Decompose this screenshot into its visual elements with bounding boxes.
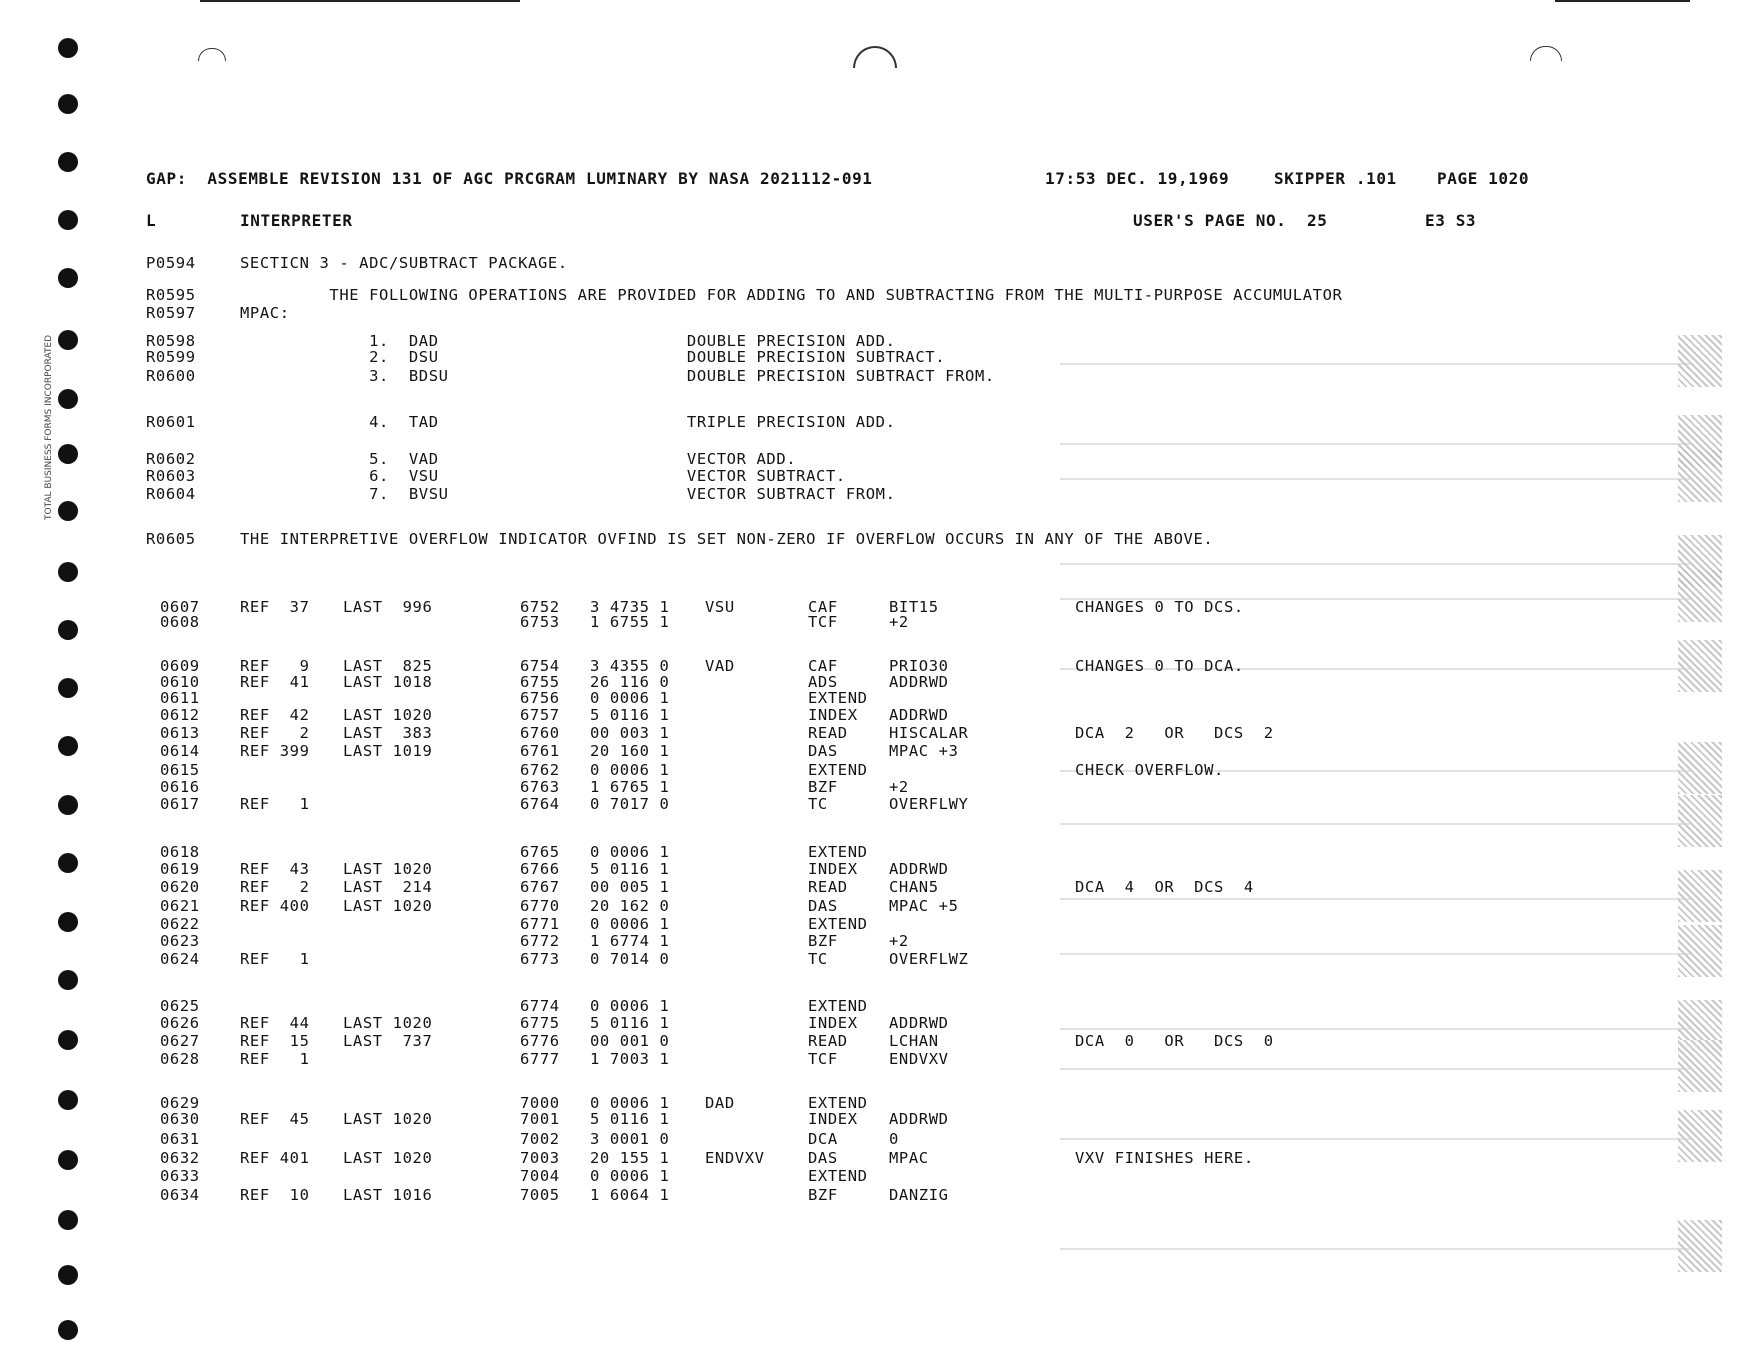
line-number: 0608 xyxy=(160,613,200,631)
scan-smudge xyxy=(1678,1110,1722,1162)
line-number: 0619 xyxy=(160,860,200,878)
line-number: 0630 xyxy=(160,1110,200,1128)
line-number: 0618 xyxy=(160,843,200,861)
skipper-label: SKIPPER .101 xyxy=(1274,169,1397,188)
ref-field: REF 44 xyxy=(240,1014,310,1032)
feed-hole xyxy=(58,736,78,756)
address: 6764 xyxy=(520,795,560,813)
machine-word: 5 0116 1 xyxy=(590,1110,670,1128)
page-number: PAGE 1020 xyxy=(1437,169,1530,188)
paper-mark xyxy=(853,46,897,68)
machine-word: 3 4735 1 xyxy=(590,598,670,616)
line-number: 0611 xyxy=(160,689,200,707)
address: 6772 xyxy=(520,932,560,950)
address: 6777 xyxy=(520,1050,560,1068)
address: 6765 xyxy=(520,843,560,861)
operand: ENDVXV xyxy=(889,1050,949,1068)
ref-field: REF 10 xyxy=(240,1186,310,1204)
machine-word: 5 0116 1 xyxy=(590,860,670,878)
section-name: INTERPRETER xyxy=(240,211,353,230)
operand: ADDRWD xyxy=(889,673,949,691)
scan-streak xyxy=(1060,443,1690,445)
feed-hole xyxy=(58,912,78,932)
machine-word: 1 6765 1 xyxy=(590,778,670,796)
line-number: 0631 xyxy=(160,1130,200,1148)
feed-hole xyxy=(58,1320,78,1340)
remark-text: 4. TAD TRIPLE PRECISION ADD. xyxy=(240,413,896,431)
scan-smudge xyxy=(1678,925,1722,977)
comment: VXV FINISHES HERE. xyxy=(1075,1149,1254,1167)
machine-word: 0 0006 1 xyxy=(590,843,670,861)
opcode: BZF xyxy=(808,932,838,950)
opcode: DAS xyxy=(808,742,838,760)
machine-word: 1 6774 1 xyxy=(590,932,670,950)
last-field: LAST 1020 xyxy=(343,706,433,724)
scan-streak xyxy=(1060,1068,1690,1070)
section-header xyxy=(0,211,1477,230)
ref-field: REF 37 xyxy=(240,598,310,616)
line-number: 0624 xyxy=(160,950,200,968)
remark-text: SECTICN 3 - ADC/SUBTRACT PACKAGE. xyxy=(240,254,568,272)
line-number: 0607 xyxy=(160,598,200,616)
feed-hole xyxy=(58,562,78,582)
remark-id: R0605 xyxy=(146,530,196,548)
address: 7005 xyxy=(520,1186,560,1204)
e3s3-label: E3 S3 xyxy=(1425,211,1477,230)
last-field: LAST 1020 xyxy=(343,1014,433,1032)
opcode: BZF xyxy=(808,778,838,796)
last-field: LAST 737 xyxy=(343,1032,433,1050)
machine-word: 5 0116 1 xyxy=(590,706,670,724)
opcode: INDEX xyxy=(808,1110,858,1128)
remark-id: R0602 xyxy=(146,450,196,468)
operand: HISCALAR xyxy=(889,724,969,742)
last-field: LAST 1019 xyxy=(343,742,433,760)
remark-id: R0595 xyxy=(146,286,196,304)
machine-word: 3 0001 0 xyxy=(590,1130,670,1148)
address: 7004 xyxy=(520,1167,560,1185)
scan-smudge xyxy=(1678,1220,1722,1272)
last-field: LAST 1018 xyxy=(343,673,433,691)
address: 6773 xyxy=(520,950,560,968)
scan-smudge xyxy=(1678,335,1722,387)
machine-word: 00 005 1 xyxy=(590,878,670,896)
operand: OVERFLWY xyxy=(889,795,969,813)
address: 7001 xyxy=(520,1110,560,1128)
line-number: 0622 xyxy=(160,915,200,933)
label: VAD xyxy=(705,657,735,675)
last-field: LAST 1020 xyxy=(343,860,433,878)
remark-id: R0604 xyxy=(146,485,196,503)
machine-word: 3 4355 0 xyxy=(590,657,670,675)
line-number: 0621 xyxy=(160,897,200,915)
address: 6754 xyxy=(520,657,560,675)
label: DAD xyxy=(705,1094,735,1112)
operand: +2 xyxy=(889,613,909,631)
ref-field: REF 1 xyxy=(240,1050,310,1068)
remark-id: R0599 xyxy=(146,348,196,366)
line-number: 0633 xyxy=(160,1167,200,1185)
remark-id: R0601 xyxy=(146,413,196,431)
address: 6767 xyxy=(520,878,560,896)
opcode: CAF xyxy=(808,657,838,675)
column-l: L xyxy=(146,211,157,230)
opcode: CAF xyxy=(808,598,838,616)
line-number: 0626 xyxy=(160,1014,200,1032)
scan-smudge xyxy=(1678,795,1722,847)
machine-word: 00 001 0 xyxy=(590,1032,670,1050)
opcode: ADS xyxy=(808,673,838,691)
feed-hole xyxy=(58,152,78,172)
address: 6763 xyxy=(520,778,560,796)
comment: CHANGES 0 TO DCA. xyxy=(1075,657,1244,675)
opcode: INDEX xyxy=(808,706,858,724)
label: VSU xyxy=(705,598,735,616)
feed-hole xyxy=(58,678,78,698)
scan-smudge xyxy=(1678,640,1722,692)
machine-word: 0 0006 1 xyxy=(590,689,670,707)
last-field: LAST 214 xyxy=(343,878,433,896)
comment: DCA 2 OR DCS 2 xyxy=(1075,724,1274,742)
machine-word: 20 155 1 xyxy=(590,1149,670,1167)
opcode: TCF xyxy=(808,1050,838,1068)
operand: MPAC +5 xyxy=(889,897,959,915)
remark-id: R0603 xyxy=(146,467,196,485)
paper-mark xyxy=(198,48,226,61)
feed-hole xyxy=(58,444,78,464)
address: 6771 xyxy=(520,915,560,933)
machine-word: 0 0006 1 xyxy=(590,997,670,1015)
margin-imprint: TOTAL BUSINESS FORMS INCORPORATED xyxy=(44,334,54,520)
machine-word: 26 116 0 xyxy=(590,673,670,691)
last-field: LAST 1020 xyxy=(343,1110,433,1128)
address: 7002 xyxy=(520,1130,560,1148)
opcode: EXTEND xyxy=(808,689,868,707)
listing-header xyxy=(0,169,1530,188)
ref-field: REF 15 xyxy=(240,1032,310,1050)
users-page: USER'S PAGE NO. 25 xyxy=(1133,211,1328,230)
operand: ADDRWD xyxy=(889,1110,949,1128)
comment: DCA 4 OR DCS 4 xyxy=(1075,878,1254,896)
remark-text: 7. BVSU VECTOR SUBTRACT FROM. xyxy=(240,485,896,503)
scan-smudge xyxy=(1678,450,1722,502)
line-number: 0609 xyxy=(160,657,200,675)
address: 6762 xyxy=(520,761,560,779)
machine-word: 0 7017 0 xyxy=(590,795,670,813)
address: 6755 xyxy=(520,673,560,691)
operand: +2 xyxy=(889,932,909,950)
opcode: EXTEND xyxy=(808,997,868,1015)
line-number: 0625 xyxy=(160,997,200,1015)
scan-smudge xyxy=(1678,742,1722,794)
operand: ADDRWD xyxy=(889,1014,949,1032)
remark-text: 2. DSU DOUBLE PRECISION SUBTRACT. xyxy=(240,348,946,366)
machine-word: 1 7003 1 xyxy=(590,1050,670,1068)
feed-hole xyxy=(58,210,78,230)
ref-field: REF 401 xyxy=(240,1149,310,1167)
opcode: EXTEND xyxy=(808,761,868,779)
line-number: 0620 xyxy=(160,878,200,896)
feed-hole xyxy=(58,1090,78,1110)
feed-hole xyxy=(58,38,78,58)
comment: DCA 0 OR DCS 0 xyxy=(1075,1032,1274,1050)
remark-id: R0597 xyxy=(146,304,196,322)
feed-hole xyxy=(58,970,78,990)
operand: 0 xyxy=(889,1130,899,1148)
remark-text: THE FOLLOWING OPERATIONS ARE PROVIDED FOR ADDING TO AND SUBTRACTING FROM THE MULTI-PURPOSE ACCUMULATOR xyxy=(240,286,1343,304)
machine-word: 20 160 1 xyxy=(590,742,670,760)
top-rule-right xyxy=(1555,0,1690,2)
last-field: LAST 996 xyxy=(343,598,433,616)
remark-text: 3. BDSU DOUBLE PRECISION SUBTRACT FROM. xyxy=(240,367,995,385)
scan-streak xyxy=(1060,823,1690,825)
remark-id: P0594 xyxy=(146,254,196,272)
remark-text: 1. DAD DOUBLE PRECISION ADD. xyxy=(240,332,896,350)
assembly-title: GAP: ASSEMBLE REVISION 131 OF AGC PRCGRAM LUMINARY BY NASA 2021112-091 xyxy=(146,169,873,188)
feed-hole xyxy=(58,268,78,288)
operand: PRIO30 xyxy=(889,657,949,675)
line-number: 0612 xyxy=(160,706,200,724)
machine-word: 0 0006 1 xyxy=(590,761,670,779)
opcode: EXTEND xyxy=(808,843,868,861)
feed-hole xyxy=(58,330,78,350)
scan-streak xyxy=(1060,363,1690,365)
operand: MPAC xyxy=(889,1149,929,1167)
opcode: EXTEND xyxy=(808,1094,868,1112)
machine-word: 00 003 1 xyxy=(590,724,670,742)
operand: ADDRWD xyxy=(889,860,949,878)
scan-streak xyxy=(1060,1028,1690,1030)
machine-word: 1 6064 1 xyxy=(590,1186,670,1204)
operand: OVERFLWZ xyxy=(889,950,969,968)
top-rule-left xyxy=(200,0,520,2)
line-number: 0615 xyxy=(160,761,200,779)
remark-text: THE INTERPRETIVE OVERFLOW INDICATOR OVFIND IS SET NON-ZERO IF OVERFLOW OCCURS IN ANY OF THE ABOVE. xyxy=(240,530,1214,548)
opcode: INDEX xyxy=(808,860,858,878)
paper-mark xyxy=(1530,46,1562,61)
line-number: 0627 xyxy=(160,1032,200,1050)
ref-field: REF 9 xyxy=(240,657,310,675)
machine-word: 20 162 0 xyxy=(590,897,670,915)
line-number: 0617 xyxy=(160,795,200,813)
opcode: TCF xyxy=(808,613,838,631)
feed-hole xyxy=(58,501,78,521)
remark-text: 6. VSU VECTOR SUBTRACT. xyxy=(240,467,846,485)
scan-streak xyxy=(1060,563,1690,565)
machine-word: 1 6755 1 xyxy=(590,613,670,631)
opcode: BZF xyxy=(808,1186,838,1204)
feed-hole xyxy=(58,94,78,114)
feed-hole xyxy=(58,853,78,873)
line-number: 0632 xyxy=(160,1149,200,1167)
machine-word: 0 0006 1 xyxy=(590,1167,670,1185)
scan-streak xyxy=(1060,953,1690,955)
address: 6756 xyxy=(520,689,560,707)
opcode: DAS xyxy=(808,1149,838,1167)
remark-text: 5. VAD VECTOR ADD. xyxy=(240,450,797,468)
line-number: 0613 xyxy=(160,724,200,742)
opcode: EXTEND xyxy=(808,1167,868,1185)
address: 6752 xyxy=(520,598,560,616)
last-field: LAST 825 xyxy=(343,657,433,675)
ref-field: REF 400 xyxy=(240,897,310,915)
opcode: DCA xyxy=(808,1130,838,1148)
opcode: DAS xyxy=(808,897,838,915)
operand: CHAN5 xyxy=(889,878,939,896)
opcode: READ xyxy=(808,878,848,896)
line-number: 0610 xyxy=(160,673,200,691)
opcode: INDEX xyxy=(808,1014,858,1032)
line-number: 0634 xyxy=(160,1186,200,1204)
operand: ADDRWD xyxy=(889,706,949,724)
operand: +2 xyxy=(889,778,909,796)
address: 6775 xyxy=(520,1014,560,1032)
label: ENDVXV xyxy=(705,1149,765,1167)
ref-field: REF 1 xyxy=(240,950,310,968)
address: 6766 xyxy=(520,860,560,878)
scan-streak xyxy=(1060,1138,1690,1140)
line-number: 0629 xyxy=(160,1094,200,1112)
scan-streak xyxy=(1060,898,1690,900)
remark-id: R0598 xyxy=(146,332,196,350)
remark-id: R0600 xyxy=(146,367,196,385)
address: 6770 xyxy=(520,897,560,915)
address: 6757 xyxy=(520,706,560,724)
last-field: LAST 383 xyxy=(343,724,433,742)
feed-hole xyxy=(58,1150,78,1170)
operand: LCHAN xyxy=(889,1032,939,1050)
ref-field: REF 45 xyxy=(240,1110,310,1128)
last-field: LAST 1020 xyxy=(343,897,433,915)
feed-hole xyxy=(58,620,78,640)
opcode: TC xyxy=(808,795,828,813)
ref-field: REF 399 xyxy=(240,742,310,760)
ref-field: REF 41 xyxy=(240,673,310,691)
address: 7000 xyxy=(520,1094,560,1112)
line-number: 0623 xyxy=(160,932,200,950)
opcode: TC xyxy=(808,950,828,968)
feed-hole xyxy=(58,795,78,815)
address: 6761 xyxy=(520,742,560,760)
machine-word: 5 0116 1 xyxy=(590,1014,670,1032)
line-number: 0614 xyxy=(160,742,200,760)
last-field: LAST 1020 xyxy=(343,1149,433,1167)
scan-smudge xyxy=(1678,870,1722,922)
machine-word: 0 0006 1 xyxy=(590,915,670,933)
operand: DANZIG xyxy=(889,1186,949,1204)
comment: CHANGES 0 TO DCS. xyxy=(1075,598,1244,616)
feed-hole xyxy=(58,1265,78,1285)
ref-field: REF 1 xyxy=(240,795,310,813)
timestamp: 17:53 DEC. 19,1969 xyxy=(1045,169,1230,188)
machine-word: 0 7014 0 xyxy=(590,950,670,968)
feed-hole xyxy=(58,389,78,409)
address: 6774 xyxy=(520,997,560,1015)
address: 6760 xyxy=(520,724,560,742)
opcode: EXTEND xyxy=(808,915,868,933)
address: 6753 xyxy=(520,613,560,631)
scan-smudge xyxy=(1678,570,1722,622)
line-number: 0616 xyxy=(160,778,200,796)
ref-field: REF 43 xyxy=(240,860,310,878)
operand: BIT15 xyxy=(889,598,939,616)
address: 6776 xyxy=(520,1032,560,1050)
scan-streak xyxy=(1060,1248,1690,1250)
feed-hole xyxy=(58,1030,78,1050)
line-number: 0628 xyxy=(160,1050,200,1068)
ref-field: REF 2 xyxy=(240,724,310,742)
remark-text: MPAC: xyxy=(240,304,290,322)
opcode: READ xyxy=(808,1032,848,1050)
feed-hole xyxy=(58,1210,78,1230)
opcode: READ xyxy=(808,724,848,742)
comment: CHECK OVERFLOW. xyxy=(1075,761,1224,779)
address: 7003 xyxy=(520,1149,560,1167)
scan-smudge xyxy=(1678,1040,1722,1092)
operand: MPAC +3 xyxy=(889,742,959,760)
ref-field: REF 2 xyxy=(240,878,310,896)
last-field: LAST 1016 xyxy=(343,1186,433,1204)
scan-streak xyxy=(1060,478,1690,480)
ref-field: REF 42 xyxy=(240,706,310,724)
machine-word: 0 0006 1 xyxy=(590,1094,670,1112)
